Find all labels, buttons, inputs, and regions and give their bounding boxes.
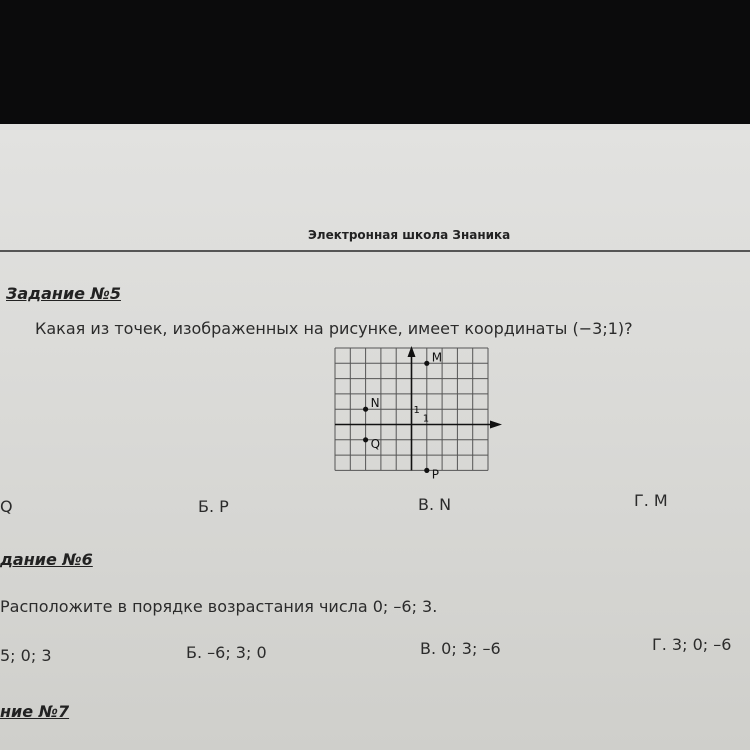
point-label-n: N	[370, 396, 380, 411]
header-divider	[0, 250, 750, 252]
task5-title: Задание №5	[6, 284, 121, 303]
point-q	[363, 437, 368, 442]
task5-answer-b[interactable]: Б. P	[198, 497, 229, 516]
worksheet-page	[0, 124, 750, 750]
x-axis-arrow	[490, 421, 502, 429]
page-header-title: Электронная школа Знаника	[308, 228, 511, 242]
task6-answer-b[interactable]: Б. –6; 3; 0	[186, 643, 267, 662]
point-m	[424, 361, 429, 366]
task5-answer-a[interactable]: Q	[0, 497, 13, 516]
task6-answer-d[interactable]: Г. 3; 0; –6	[652, 635, 732, 654]
task6-title: дание №6	[0, 550, 93, 569]
task6-answer-a[interactable]: 5; 0; 3	[0, 646, 52, 665]
y-unit-label: 1	[413, 405, 420, 417]
point-label-p: P	[431, 467, 440, 482]
point-p	[424, 468, 429, 473]
points-layer	[363, 350, 442, 481]
task5-question: Какая из точек, изображенных на рисунке, имеет координаты (−3;1)?	[35, 319, 633, 338]
coordinate-grid-figure	[330, 346, 490, 482]
task5-answer-d[interactable]: Г. M	[634, 491, 668, 510]
task6-question: Расположите в порядке возрастания числа 0; –6; 3.	[0, 597, 438, 616]
point-label-m: M	[431, 350, 443, 365]
task5-answer-c[interactable]: В. N	[418, 495, 452, 514]
point-n	[363, 407, 368, 412]
axes	[335, 346, 502, 470]
coordinate-grid-svg	[330, 346, 490, 482]
point-label-q: Q	[370, 436, 381, 451]
x-unit-label: 1	[422, 413, 430, 425]
task7-title: ние №7	[0, 702, 70, 721]
task6-answer-c[interactable]: В. 0; 3; –6	[420, 639, 501, 658]
